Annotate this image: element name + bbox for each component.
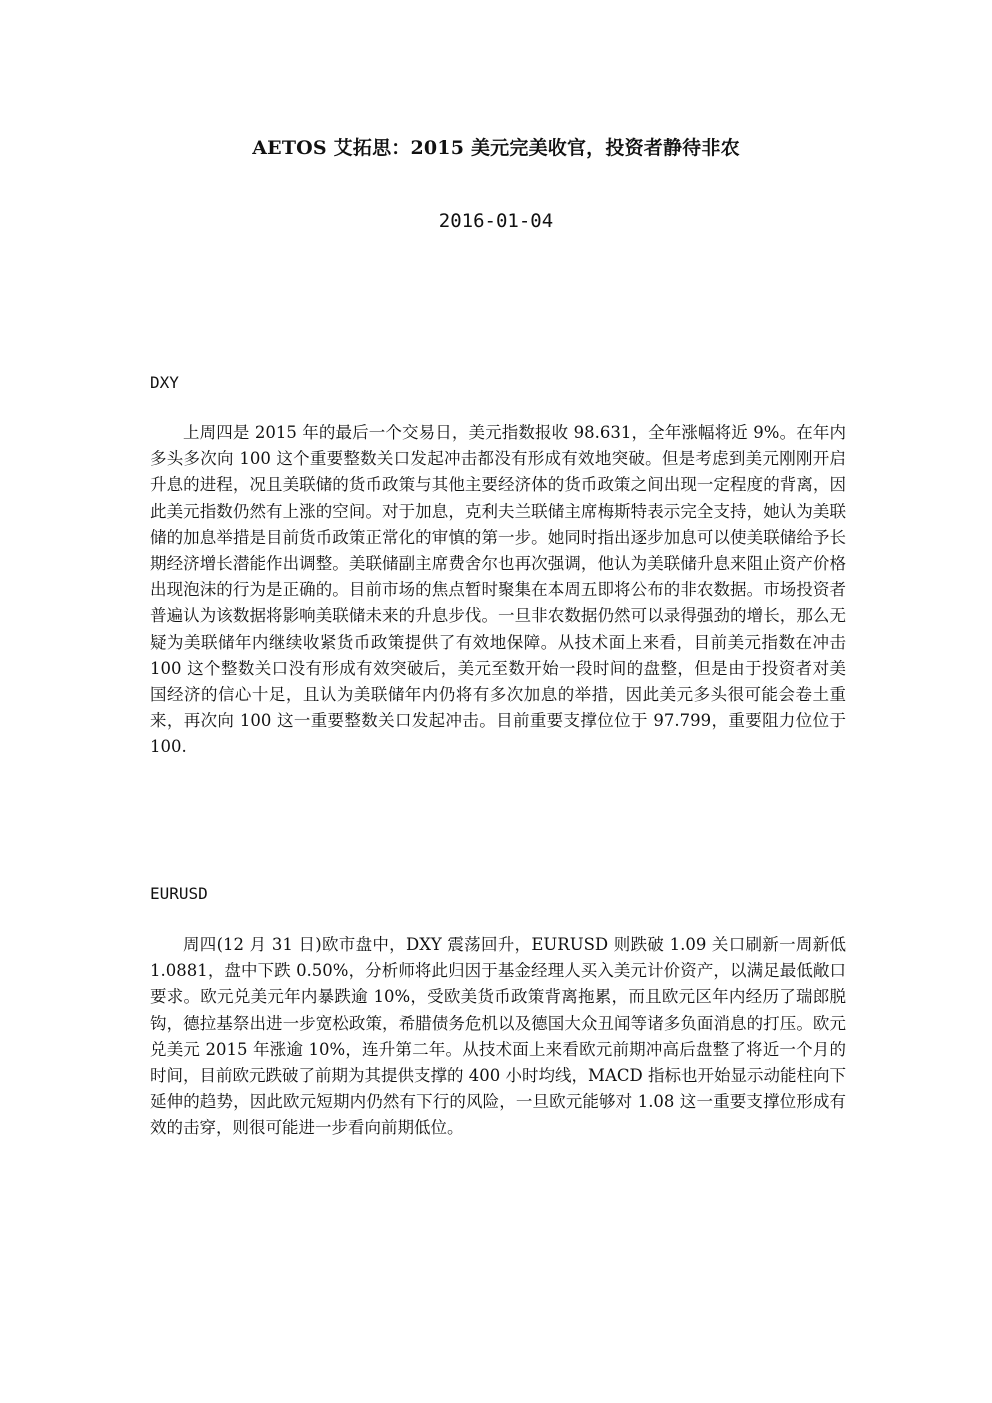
section-paragraph-eurusd: 周四(12 月 31 日)欧市盘中，DXY 震荡回升，EURUSD 则跌破 1.09 关口刷新一周新低 1.0881，盘中下跌 0.50%，分析师将此归因于基金经理人买入美元计价资产，以满足最低敞口要求。欧元兑美元年内暴跌逾 10%，受欧美货币政策背离拖累，而且欧元区年内经历了瑞郎脱钩，德拉基祭出进一步宽松政策，希腊债务危机以及德国大众丑闻等诸多负面消息的打压。欧元兑美元 2015 年涨逾 10%，连升第二年。从技术面上来看欧元前期冲高后盘整了将近一个月的时间，目前欧元跌破了前期为其提供支撑的 400 小时均线，MACD 指标也开始显示动能柱向下延伸的趋势，因此欧元短期内仍然有下行的风险，一旦欧元能够对 1.08 这一重要支撑位形成有效的击穿，则很可能进一步看向前期低位。: [150, 935, 846, 1138]
document-date: 2016-01-04: [438, 210, 554, 232]
section-heading-dxy: DXY: [150, 373, 179, 392]
document-title: AETOS 艾拓思：2015 美元完美收官，投资者静待非农: [252, 137, 740, 159]
section-heading-eurusd: EURUSD: [150, 884, 208, 903]
section-paragraph-dxy: 上周四是 2015 年的最后一个交易日，美元指数报收 98.631，全年涨幅将近 9%。在年内多头多次向 100 这个重要整数关口发起冲击都没有形成有效地突破。但是考虑到美元刚刚开启升息的进程，况且美联储的货币政策与其他主要经济体的货币政策之间出现一定程度的背离，因此美元指数仍然有上涨的空间。对于加息，克利夫兰联储主席梅斯特表示完全支持，她认为美联储的加息举措是目前货币政策正常化的审慎的第一步。她同时指出逐步加息可以使美联储给予长期经济增长潜能作出调整。美联储副主席费舍尔也再次强调，他认为美联储升息来阻止资产价格出现泡沫的行为是正确的。目前市场的焦点暂时聚集在本周五即将公布的非农数据。市场投资者普遍认为该数据将影响美联储未来的升息步伐。一旦非农数据仍然可以录得强劲的增长，那么无疑为美联储年内继续收紧货币政策提供了有效地保障。从技术面上来看，目前美元指数在冲击 100 这个整数关口没有形成有效突破后，美元至数开始一段时间的盘整，但是由于投资者对美国经济的信心十足，且认为美联储年内仍将有多次加息的举措，因此美元多头很可能会卷土重来，再次向 100 这一重要整数关口发起冲击。目前重要支撑位位于 97.799，重要阻力位位于 100.: [150, 423, 846, 757]
